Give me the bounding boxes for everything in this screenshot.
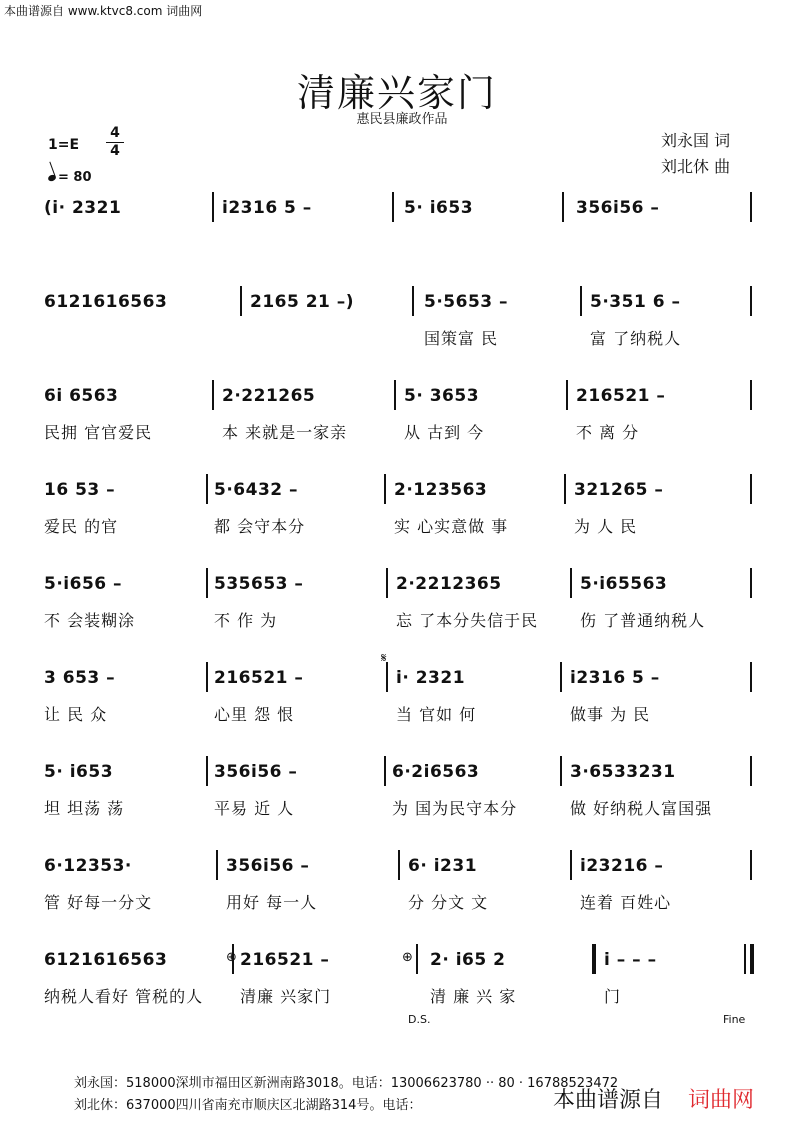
barline: [216, 850, 218, 880]
meter-bottom: 4: [110, 143, 120, 159]
measure-lyrics: 不 离 分: [576, 423, 640, 442]
barline: [392, 192, 394, 222]
tempo-mark: [48, 170, 92, 185]
measure-notes: 356i56 –: [226, 856, 310, 876]
measure-lyrics: 平易 近 人: [214, 799, 295, 818]
site-source-text: 本曲谱源自 www.ktvc8.com 词曲网: [4, 4, 203, 18]
measure-lyrics: 清廉 兴家门: [240, 987, 332, 1006]
barline: [212, 380, 214, 410]
measure-lyrics: 实 心实意做 事: [394, 517, 509, 536]
measure-lyrics: 忘 了本分失信于民: [396, 611, 539, 630]
barline: [212, 192, 214, 222]
barline: [384, 756, 386, 786]
barline: [560, 662, 562, 692]
barline: [416, 944, 418, 974]
barline: [750, 192, 752, 222]
barline: [564, 474, 566, 504]
measure-lyrics: 都 会守本分: [214, 517, 306, 536]
barline: [398, 850, 400, 880]
measure-notes: i – – –: [604, 950, 657, 970]
barline: [750, 756, 752, 786]
measure-lyrics: 管 好每一分文: [44, 893, 153, 912]
measure-notes: 5·i65563: [580, 574, 668, 594]
measure-lyrics: 清 廉 兴 家: [430, 987, 517, 1006]
measure-lyrics: 门: [604, 987, 622, 1006]
measure-notes: 216521 –: [214, 668, 304, 688]
composer-credit: 刘北休 曲: [661, 157, 731, 176]
measure-notes: 6· i231: [408, 856, 478, 876]
meter-top: 4: [110, 125, 120, 141]
measure-notes: 2·221265: [222, 386, 316, 406]
measure-lyrics: 国策富 民: [424, 329, 499, 348]
watermark-source: 本曲谱源自: [553, 1088, 664, 1113]
measure-notes: 321265 –: [574, 480, 664, 500]
measure-notes: 5· 3653: [404, 386, 480, 406]
measure-lyrics: 纳税人看好 管税的人: [44, 987, 204, 1006]
barline: [412, 286, 414, 316]
measure-notes: 535653 –: [214, 574, 304, 594]
measure-lyrics: 爱民 的官: [44, 517, 119, 536]
measure-lyrics: 伤 了普通纳税人: [580, 611, 706, 630]
measure-notes: 5·i656 –: [44, 574, 123, 594]
key-signature: 1=E: [48, 137, 80, 153]
measure-notes: i2316 5 –: [222, 198, 312, 218]
tempo-value: = 80: [58, 170, 92, 185]
barline: [206, 756, 208, 786]
measure-notes: 5·5653 –: [424, 292, 509, 312]
measure-lyrics: 富 了纳税人: [590, 329, 682, 348]
measure-notes: 3·6533231: [570, 762, 676, 782]
song-subtitle: 惠民县廉政作品: [356, 112, 448, 127]
measure-notes: 6i 6563: [44, 386, 119, 406]
measure-notes: 5·6432 –: [214, 480, 299, 500]
measure-notes: i· 2321: [396, 668, 466, 688]
measure-notes: 2·2212365: [396, 574, 502, 594]
barline: [386, 568, 388, 598]
barline: [384, 474, 386, 504]
barline: [240, 286, 242, 316]
barline: [206, 662, 208, 692]
watermark-site: 词曲网: [688, 1088, 755, 1113]
quarter-note-icon: [47, 174, 57, 182]
measure-lyrics: 当 官如 何: [396, 705, 477, 724]
measure-notes: 2165 21 –): [250, 292, 355, 312]
final-barline: [750, 944, 754, 974]
measure-notes: 16 53 –: [44, 480, 116, 500]
ds-mark: D.S.: [408, 1013, 431, 1026]
measure-notes: 5· i653: [44, 762, 114, 782]
barline: [570, 850, 572, 880]
coda-icon: ⊕: [226, 950, 237, 965]
barline: [750, 286, 752, 316]
barline: [570, 568, 572, 598]
barline: [394, 380, 396, 410]
time-signature: [106, 126, 124, 159]
measure-notes: 216521 –: [576, 386, 666, 406]
measure-notes: 5· i653: [404, 198, 474, 218]
final-barline-thin: [744, 944, 746, 974]
measure-lyrics: 心里 怨 恨: [214, 705, 295, 724]
measure-notes: 356i56 –: [214, 762, 298, 782]
barline: [750, 474, 752, 504]
barline: [750, 850, 752, 880]
measure-lyrics: 从 古到 今: [404, 423, 485, 442]
lyricist-credit: 刘永国 词: [661, 131, 731, 150]
measure-notes: 216521 –: [240, 950, 330, 970]
measure-lyrics: 分 分文 文: [408, 893, 489, 912]
measure-notes: 6121616563: [44, 950, 168, 970]
measure-lyrics: 为 国为民守本分: [392, 799, 518, 818]
measure-lyrics: 让 民 众: [44, 705, 108, 724]
measure-lyrics: 用好 每一人: [226, 893, 318, 912]
fine-mark: Fine: [723, 1013, 746, 1026]
measure-notes: 6121616563: [44, 292, 168, 312]
barline: [592, 944, 594, 974]
barline: [750, 380, 752, 410]
measure-notes: 6·2i6563: [392, 762, 480, 782]
barline: [750, 568, 752, 598]
measure-notes: 5·351 6 –: [590, 292, 681, 312]
barline: [562, 192, 564, 222]
measure-lyrics: 不 会装糊涂: [44, 611, 136, 630]
barline: [750, 662, 752, 692]
measure-lyrics: 为 人 民: [574, 517, 638, 536]
measure-notes: 6·12353·: [44, 856, 132, 876]
barline: [206, 474, 208, 504]
measure-lyrics: 坦 坦荡 荡: [44, 799, 125, 818]
measure-notes: (i· 2321: [44, 198, 122, 218]
measure-lyrics: 不 作 为: [214, 611, 278, 630]
measure-notes: 2·123563: [394, 480, 488, 500]
measure-lyrics: 做事 为 民: [570, 705, 651, 724]
measure-lyrics: 连着 百姓心: [580, 893, 672, 912]
barline: [560, 756, 562, 786]
coda-icon-second: ⊕: [402, 950, 413, 965]
measure-notes: i2316 5 –: [570, 668, 660, 688]
segno-icon: 𝄋: [381, 651, 387, 666]
measure-lyrics: 做 好纳税人富国强: [570, 799, 713, 818]
footer-contact-lyricist: 刘永国：518000深圳市福田区新洲南路3018。电话：13006623780 ·· 80 · 16788523472: [74, 1076, 619, 1091]
measure-lyrics: 本 来就是一家亲: [222, 423, 348, 442]
barline: [206, 568, 208, 598]
measure-lyrics: 民拥 官官爱民: [44, 423, 153, 442]
barline: [580, 286, 582, 316]
barline: [386, 662, 388, 692]
barline: [566, 380, 568, 410]
footer-contact-composer: 刘北休：637000四川省南充市顺庆区北湖路314号。电话：: [74, 1098, 422, 1113]
measure-notes: 3 653 –: [44, 668, 116, 688]
song-title: 清廉兴家门: [296, 71, 497, 115]
measure-notes: 2· i65 2: [430, 950, 506, 970]
measure-notes: i23216 –: [580, 856, 664, 876]
measure-notes: 356i56 –: [576, 198, 660, 218]
